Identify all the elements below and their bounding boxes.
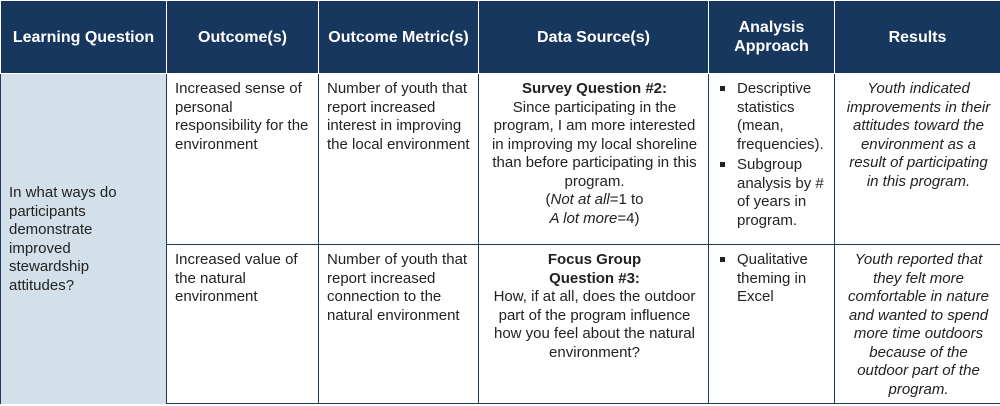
- header-data-sources: Data Source(s): [479, 1, 709, 74]
- scale-high-label: A lot more: [549, 209, 618, 227]
- outcome-cell: [167, 74, 319, 245]
- metric-text: Number of youth that report increased interest in improving the local environment: [327, 80, 470, 153]
- analysis-cell: [709, 74, 835, 245]
- outcome-text: Increased sense of personal responsibility for the environment: [175, 80, 309, 153]
- header-outcomes: Outcome(s): [167, 1, 319, 74]
- source-text: Since participating in the program, I am more interested in improving my local shoreline than before participating in this program.: [491, 98, 698, 190]
- outcome-text: Increased value of the natural environment: [175, 251, 298, 305]
- results-cell: [835, 74, 1000, 245]
- header-row: [1, 1, 1000, 74]
- metric-text: Number of youth that report increased connection to the natural environment: [327, 251, 468, 324]
- source-text: How, if at all, does the outdoor part of the program influence how you feel about the natural environment?: [493, 288, 696, 361]
- learning-question-text: In what ways do participants demonstrate improved stewardship attitudes?: [9, 184, 117, 294]
- table-row: [1, 74, 1000, 245]
- analysis-item: Qualitative theming in Excel: [737, 251, 828, 307]
- header-results: Results: [835, 1, 1000, 74]
- header-analysis-approach: Analysis Approach: [709, 1, 835, 74]
- results-text: Youth reported that they felt more comfortable in nature and wanted to spend more time outdoors because of the outdoor part of the program.: [848, 251, 989, 398]
- learning-question-cell: [1, 74, 167, 404]
- metric-cell: [319, 74, 479, 245]
- analysis-list: [717, 80, 828, 230]
- source-title: Survey Question #2:: [521, 80, 668, 97]
- outcome-cell: [167, 245, 319, 404]
- source-title: Focus Group Question #3:: [547, 251, 642, 287]
- analysis-list: [717, 251, 828, 307]
- header-learning-question: Learning Question: [1, 1, 167, 74]
- data-source-cell: [479, 74, 709, 245]
- analysis-cell: [709, 245, 835, 404]
- metric-cell: [319, 245, 479, 404]
- results-cell: [835, 245, 1000, 404]
- scale-low-label: Not at all: [550, 191, 610, 208]
- analysis-item: Descriptive statistics (mean, frequencies).: [737, 80, 828, 154]
- analysis-item: Subgroup analysis by # of years in program.: [737, 156, 828, 230]
- response-scale: (Not at all=1 to A lot more=4): [545, 191, 644, 227]
- results-text: Youth indicated improvements in their attitudes toward the environment as a result of participating in this program.: [846, 80, 991, 190]
- scale-high-value: =4): [617, 209, 640, 227]
- header-outcome-metrics: Outcome Metric(s): [319, 1, 479, 74]
- data-source-cell: [479, 245, 709, 404]
- scale-low-value: =1 to: [609, 191, 644, 208]
